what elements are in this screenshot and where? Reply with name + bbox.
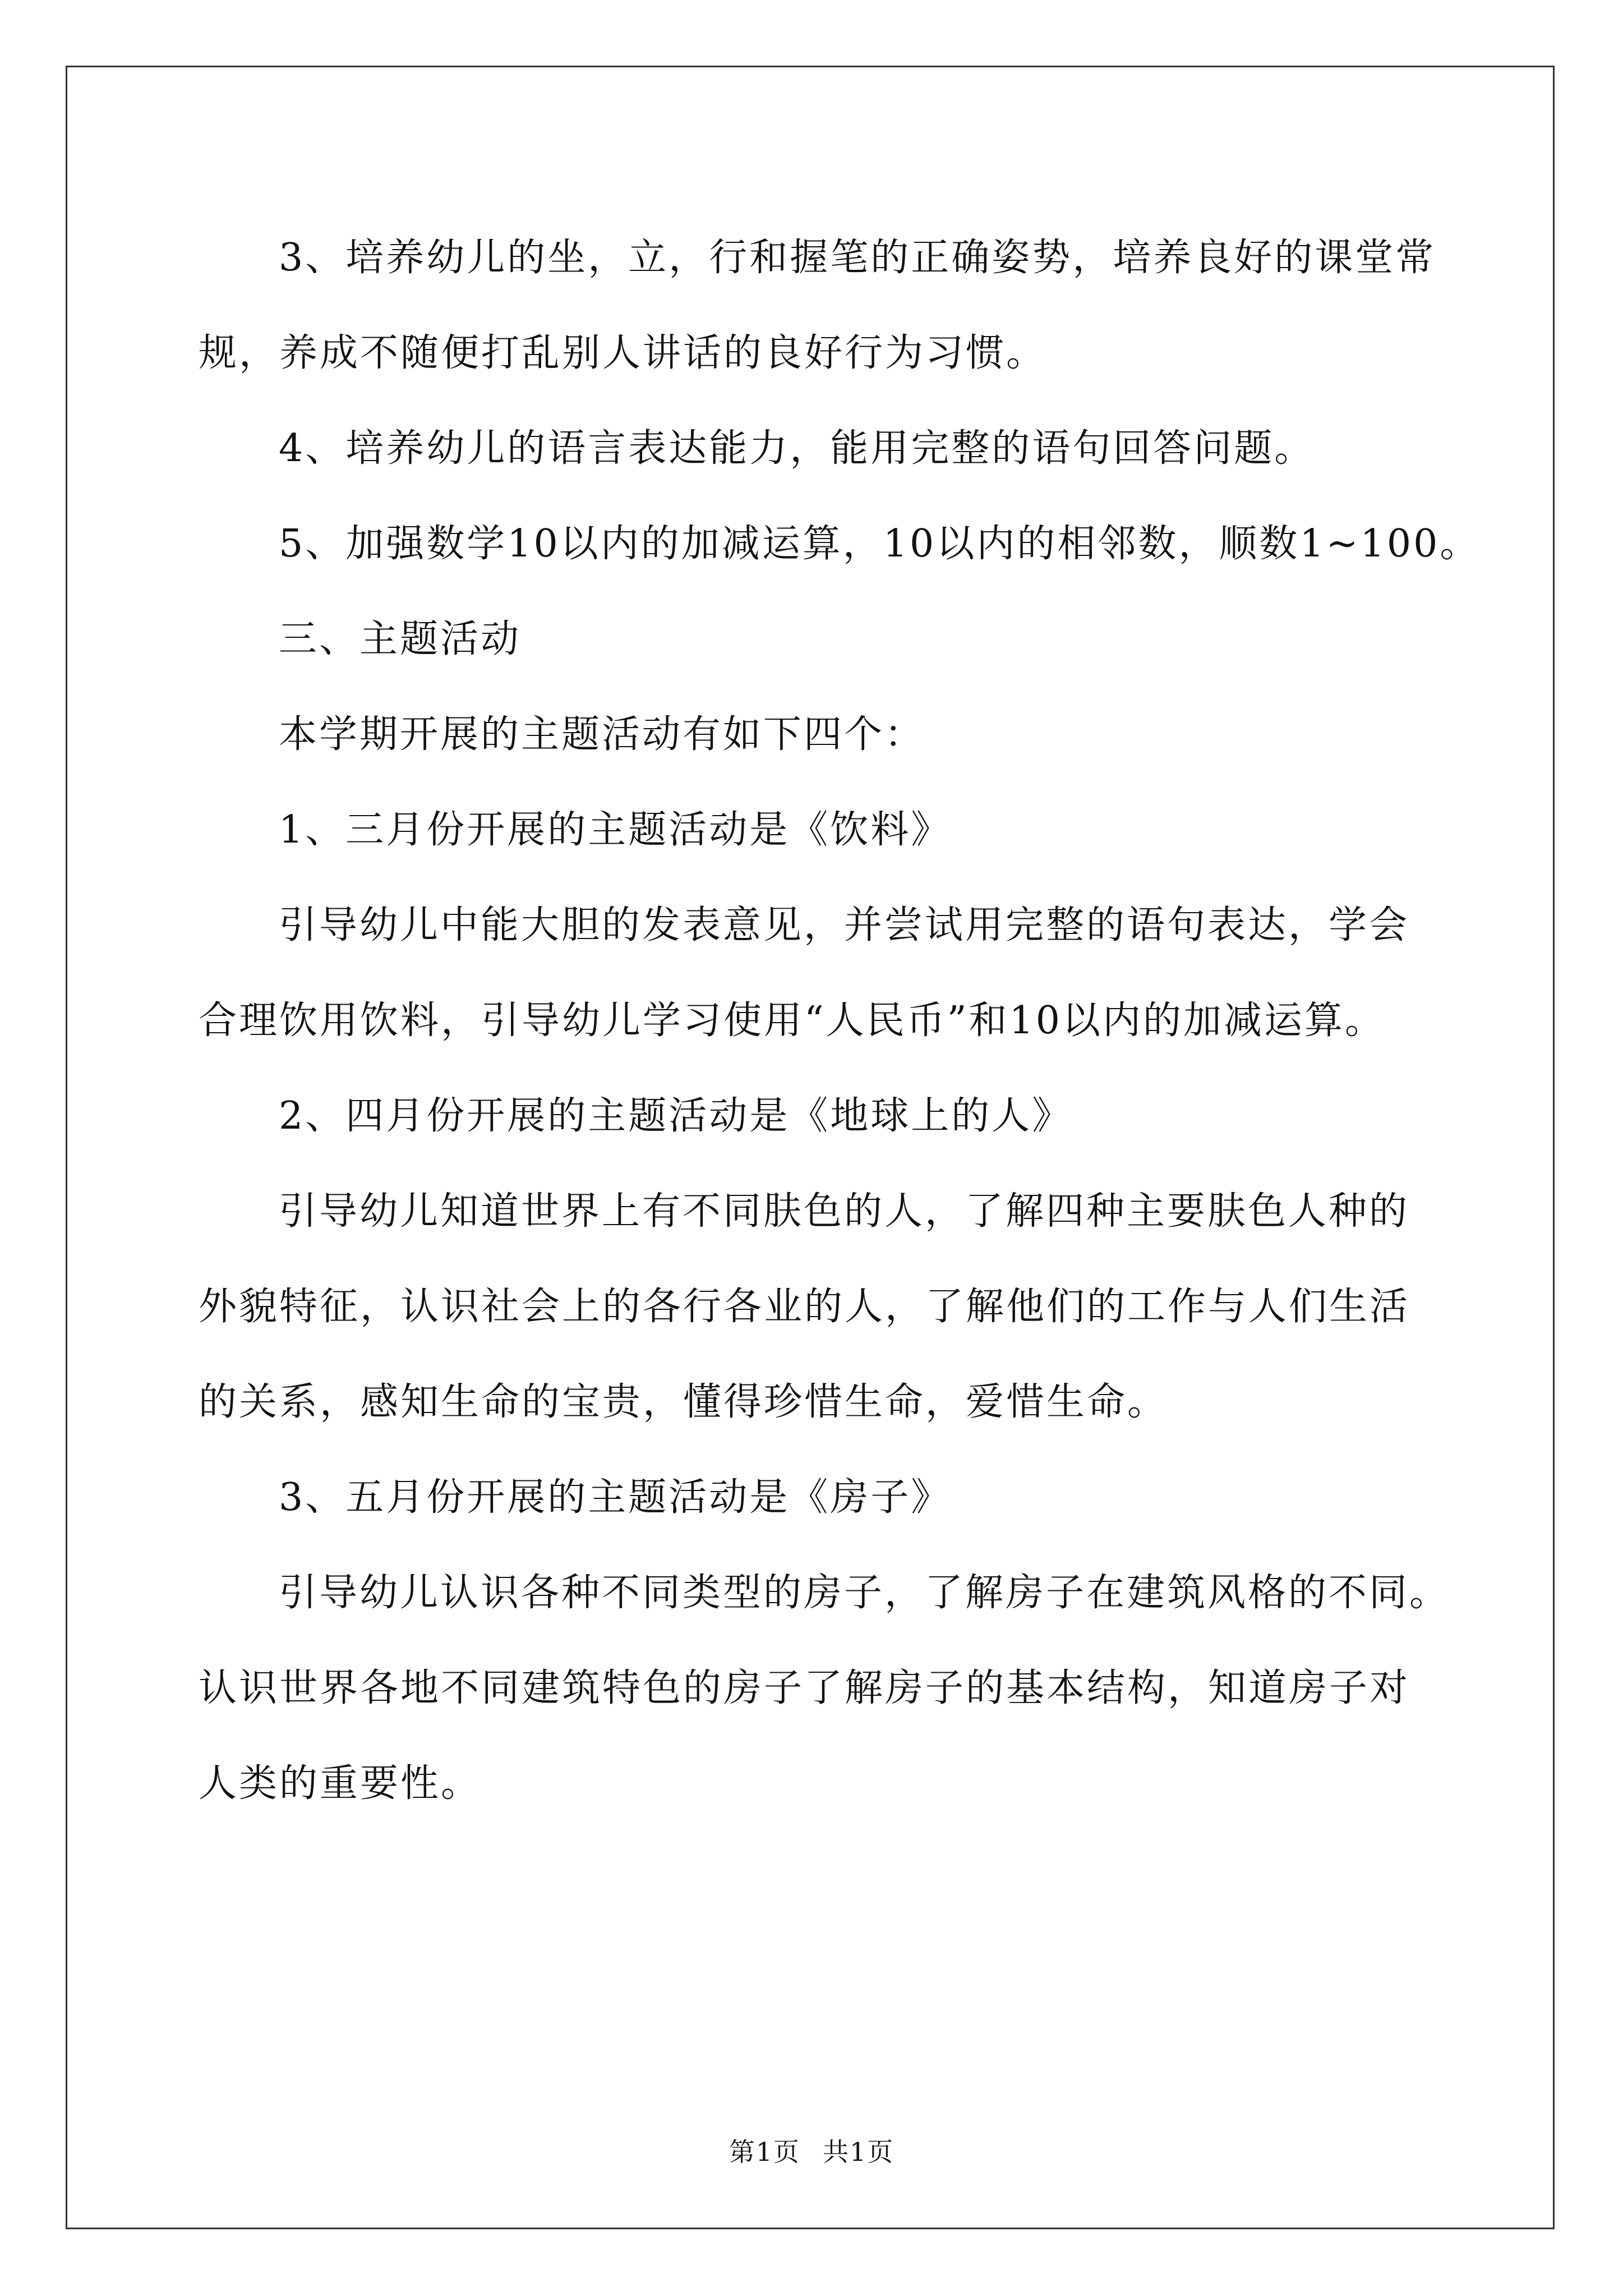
page-number-total: 共1页 <box>823 2137 895 2167</box>
section-heading-theme-activities <box>199 592 1432 687</box>
paragraph-line: 外貌特征，认识社会上的各行各业的人，了解他们的工作与人们生活 <box>199 1285 1410 1329</box>
paragraph-line: 3、培养幼儿的坐，立，行和握笔的正确姿势，培养良好的课堂常 <box>279 236 1436 280</box>
subheading-april <box>199 1069 1432 1164</box>
paragraph-line: 认识世界各地不同建筑特色的房子了解房子的基本结构，知道房子对 <box>199 1666 1410 1710</box>
paragraph-line: 人类的重要性。 <box>199 1761 482 1806</box>
paragraph-line: 合理饮用饮料，引导幼儿学习使用“人民币”和10以内的加减运算。 <box>199 999 1386 1043</box>
section-heading: 三、主题活动 <box>279 617 522 661</box>
paragraph-april <box>199 1164 1432 1450</box>
paragraph-intro <box>199 687 1432 783</box>
subheading-march <box>199 783 1432 878</box>
subheading-may <box>199 1450 1432 1545</box>
paragraph-line: 本学期开展的主题活动有如下四个： <box>279 712 925 757</box>
page-number-current: 第1页 <box>728 2137 800 2167</box>
document-body <box>199 210 1481 1832</box>
paragraph-line: 引导幼儿中能大胆的发表意见，并尝试用完整的语句表达，学会 <box>279 903 1410 947</box>
paragraph-line: 5、加强数学10以内的加减运算，10以内的相邻数，顺数1~100。 <box>279 522 1481 566</box>
paragraph-line: 的关系，感知生命的宝贵，懂得珍惜生命，爱惜生命。 <box>199 1380 1168 1424</box>
paragraph-line: 规，养成不随便打乱别人讲话的良好行为习惯。 <box>199 331 1047 375</box>
subheading-line: 2、四月份开展的主题活动是《地球上的人》 <box>279 1094 1073 1138</box>
page-footer <box>0 2132 1623 2169</box>
subheading-line: 3、五月份开展的主题活动是《房子》 <box>279 1475 952 1520</box>
paragraph-goal-4 <box>199 401 1432 496</box>
paragraph-goal-3 <box>199 210 1436 401</box>
paragraph-goal-5 <box>199 496 1481 592</box>
paragraph-line: 4、培养幼儿的语言表达能力，能用完整的语句回答问题。 <box>279 426 1315 471</box>
paragraph-march <box>199 878 1432 1069</box>
paragraph-line: 引导幼儿认识各种不同类型的房子，了解房子在建筑风格的不同。 <box>279 1571 1450 1615</box>
paragraph-line: 引导幼儿知道世界上有不同肤色的人，了解四种主要肤色人种的 <box>279 1189 1410 1234</box>
paragraph-may <box>199 1545 1450 1832</box>
subheading-line: 1、三月份开展的主题活动是《饮料》 <box>279 808 952 852</box>
